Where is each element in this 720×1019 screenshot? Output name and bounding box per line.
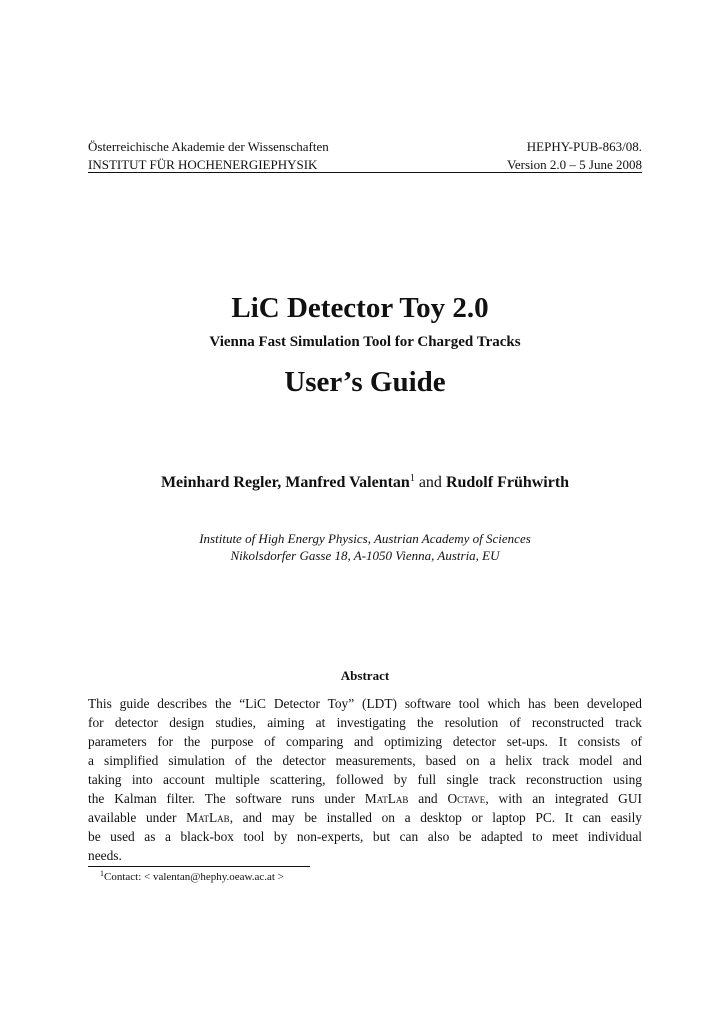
abstract-line: parameters for the purpose of comparing and optimizing detector set-ups. It consists of — [88, 734, 642, 749]
affiliation-line-2: Nikolsdorfer Gasse 18, A-1050 Vienna, Austria, EU — [230, 548, 500, 563]
header-institution: Österreichische Akademie der Wissenschaften — [88, 139, 329, 154]
author-list — [0, 474, 720, 492]
footnote — [100, 871, 284, 883]
footnote-number: 1 — [100, 869, 104, 878]
document-subtitle: Vienna Fast Simulation Tool for Charged Tracks — [209, 334, 521, 350]
author-fruhwirth: Rudolf Frühwirth — [445, 474, 570, 491]
document-title: LiC Detector Toy 2.0 — [231, 292, 489, 324]
abstract-text: and — [418, 791, 438, 806]
affiliation-line-1: Institute of High Energy Physics, Austrian Academy of Sciences — [199, 531, 531, 546]
header-report-number: HEPHY-PUB-863/08. — [526, 139, 642, 154]
software-name-matlab: MatLab — [364, 791, 409, 806]
abstract-text: the Kalman filter. The software runs under — [88, 791, 355, 806]
abstract-line: taking into account multiple scattering, followed by full single track reconstruction using — [88, 772, 642, 787]
author-valentan: Manfred Valentan — [285, 474, 410, 491]
header-row-1 — [88, 138, 642, 156]
author-regler: Meinhard Regler, — [160, 474, 282, 491]
abstract-line: be used as a black-box tool by non-experts, but can also be adapted to meet individual — [88, 829, 642, 844]
software-name-octave: Octave — [447, 791, 486, 806]
footnote-rule — [88, 866, 310, 867]
abstract-line: needs. — [88, 848, 122, 863]
author-conjunction: and — [418, 474, 442, 491]
abstract-text: , with an integrated GUI — [485, 791, 642, 806]
software-name-matlab: MatLab — [186, 810, 230, 825]
document-type: User’s Guide — [284, 366, 446, 398]
header-institute: INSTITUT FÜR HOCHENERGIEPHYSIK — [88, 157, 318, 172]
header-version: Version 2.0 – 5 June 2008 — [506, 157, 642, 172]
abstract-text: , and may be installed on a desktop or laptop PC. It can easily — [229, 810, 642, 825]
abstract-line: for detector design studies, aiming at investigating the resolution of reconstructed track — [88, 715, 642, 730]
report-header — [88, 138, 642, 174]
abstract-line: This guide describes the “LiC Detector Toy” (LDT) software tool which has been developed — [88, 696, 642, 711]
abstract-text: available under — [88, 810, 177, 825]
abstract-line: a simplified simulation of the detector measurements, based on a helix track model and — [88, 753, 642, 768]
footnote-mark: 1 — [409, 473, 415, 484]
abstract-line — [88, 789, 642, 808]
abstract-body — [88, 694, 642, 865]
header-rule — [88, 172, 642, 173]
affiliation — [0, 530, 720, 564]
abstract-line — [88, 808, 642, 827]
abstract-heading: Abstract — [340, 668, 390, 683]
footnote-text: Contact: < valentan@hephy.oeaw.ac.at > — [104, 871, 284, 883]
